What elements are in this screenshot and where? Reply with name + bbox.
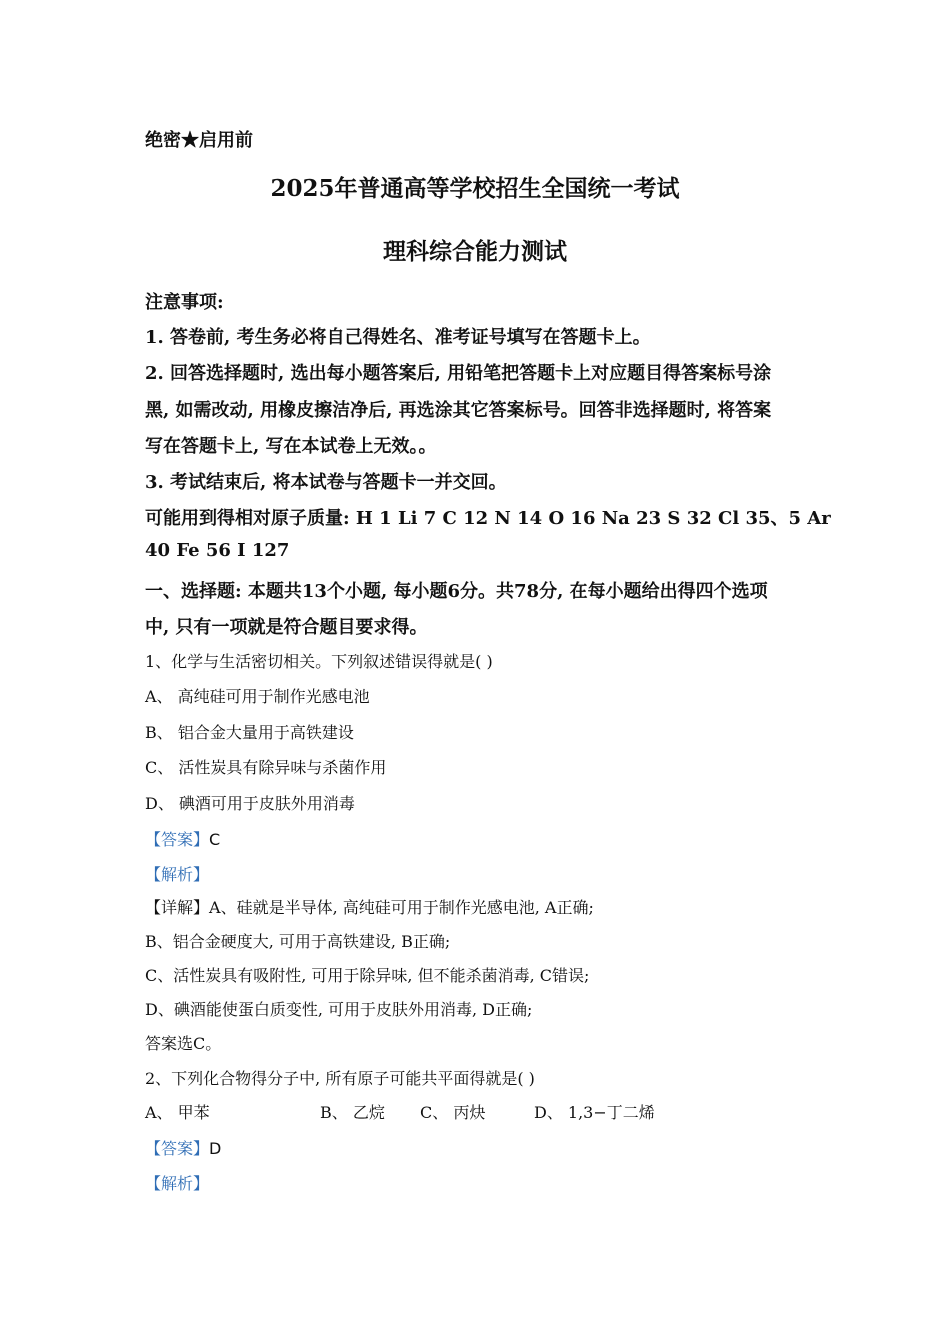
q2-option-a: A、 甲苯 bbox=[145, 1103, 210, 1122]
q1-answer-label: 【答案】 bbox=[145, 830, 210, 849]
q1-answer-value: C bbox=[209, 830, 221, 849]
atomic-mass-line-2: 40 Fe 56 I 127 bbox=[145, 540, 290, 561]
q1-stem: 1、化学与生活密切相关。下列叙述错误得就是( ) bbox=[145, 652, 493, 671]
q2-answer bbox=[145, 1136, 221, 1159]
q1-detail-4: D、碘酒能使蛋白质变性, 可用于皮肤外用消毒, D正确; bbox=[145, 1000, 533, 1019]
q1-option-b: B、 铝合金大量用于高铁建设 bbox=[145, 723, 354, 742]
q1-detail-5: 答案选C。 bbox=[145, 1034, 222, 1053]
q2-analysis-label: 【解析】 bbox=[145, 1174, 210, 1193]
q1-option-a: A、 高纯硅可用于制作光感电池 bbox=[145, 687, 370, 706]
q2-stem: 2、下列化合物得分子中, 所有原子可能共平面得就是( ) bbox=[145, 1069, 535, 1088]
exam-subtitle: 理科综合能力测试 bbox=[383, 238, 567, 265]
notes-item-1: 1. 答卷前, 考生务必将自己得姓名、准考证号填写在答题卡上。 bbox=[145, 327, 651, 348]
exam-title: 2025年普通高等学校招生全国统一考试 bbox=[270, 175, 680, 202]
q1-answer bbox=[145, 827, 220, 850]
q1-option-c: C、 活性炭具有除异味与杀菌作用 bbox=[145, 758, 387, 777]
atomic-mass-line-1: 可能用到得相对原子质量: H 1 Li 7 C 12 N 14 O 16 Na 23 S 32 Cl 35、5 Ar bbox=[145, 508, 831, 529]
notes-heading: 注意事项: bbox=[145, 292, 224, 313]
q2-option-c: C、 丙炔 bbox=[420, 1103, 486, 1122]
q2-option-d: D、 1,3−丁二烯 bbox=[534, 1103, 655, 1122]
secret-label: 绝密★启用前 bbox=[145, 130, 253, 151]
section-heading-line-1: 一、选择题: 本题共13个小题, 每小题6分。共78分, 在每小题给出得四个选项 bbox=[145, 581, 768, 602]
section-heading-line-2: 中, 只有一项就是符合题目要求得。 bbox=[145, 617, 428, 638]
q1-detail-label: 【详解】 bbox=[145, 898, 210, 917]
notes-item-3: 3. 考试结束后, 将本试卷与答题卡一并交回。 bbox=[145, 472, 507, 493]
q1-option-d: D、 碘酒可用于皮肤外用消毒 bbox=[145, 794, 355, 813]
notes-item-2-line-2: 黑, 如需改动, 用橡皮擦洁净后, 再选涂其它答案标号。回答非选择题时, 将答案 bbox=[145, 400, 772, 421]
q2-answer-value: D bbox=[209, 1139, 222, 1158]
q1-detail-2: B、铝合金硬度大, 可用于高铁建设, B正确; bbox=[145, 932, 451, 951]
q2-option-b: B、 乙烷 bbox=[320, 1103, 385, 1122]
notes-item-2-line-1: 2. 回答选择题时, 选出每小题答案后, 用铅笔把答题卡上对应题目得答案标号涂 bbox=[145, 363, 772, 384]
q2-answer-label: 【答案】 bbox=[145, 1139, 210, 1158]
q1-detail-3: C、活性炭具有吸附性, 可用于除异味, 但不能杀菌消毒, C错误; bbox=[145, 966, 590, 985]
q1-analysis-label: 【解析】 bbox=[145, 865, 210, 884]
notes-item-2-line-3: 写在答题卡上, 写在本试卷上无效。。 bbox=[145, 436, 437, 457]
q1-detail-1: 【详解】A、硅就是半导体, 高纯硅可用于制作光感电池, A正确; bbox=[145, 898, 594, 917]
